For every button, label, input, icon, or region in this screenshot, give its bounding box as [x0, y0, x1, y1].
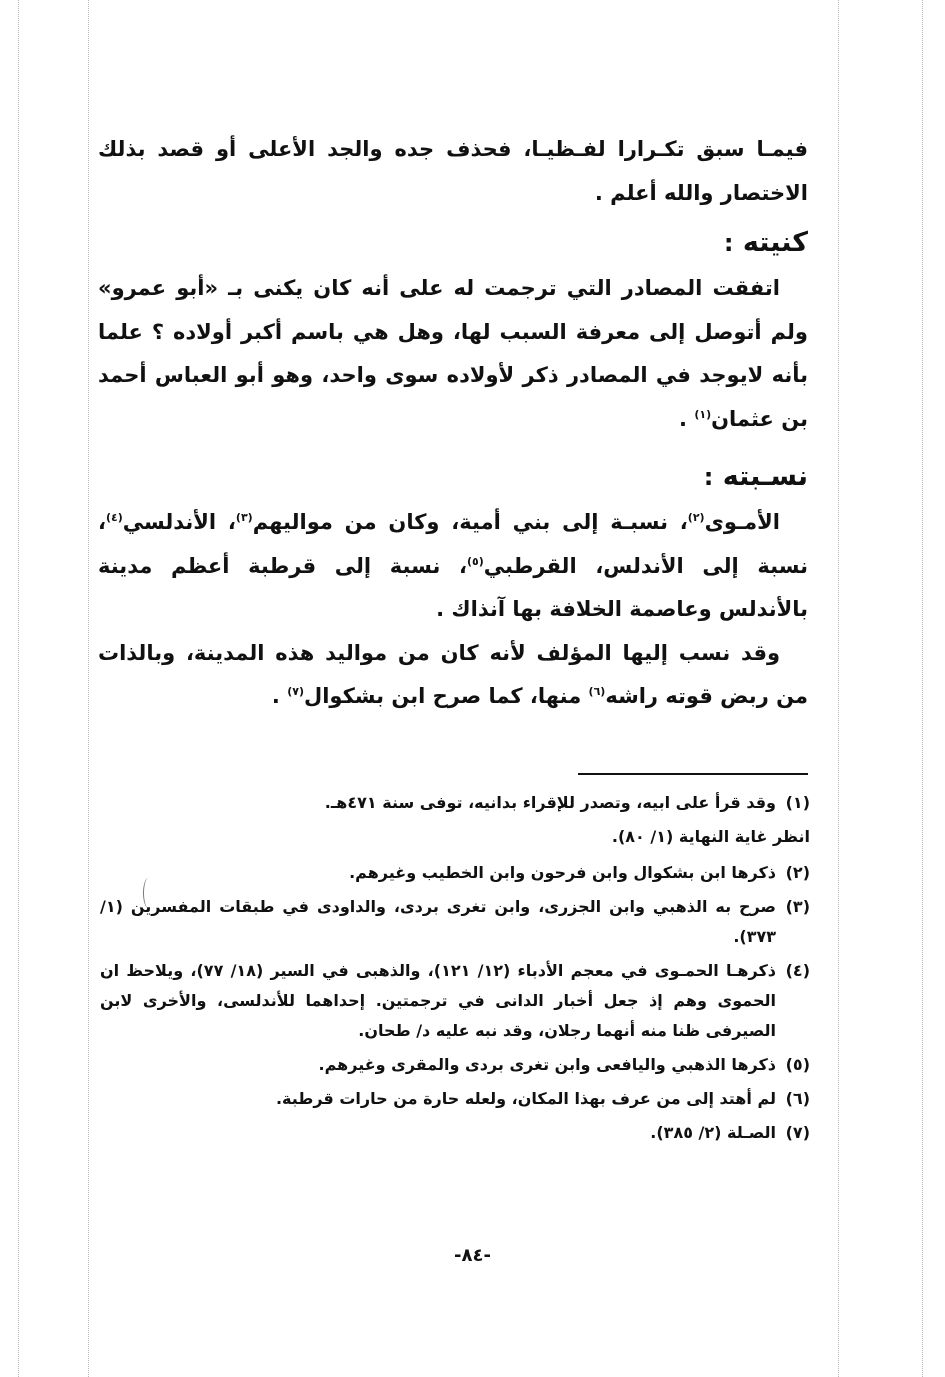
footnote-ref-7: (٧): [287, 685, 304, 698]
footnote-7: [100, 1118, 810, 1148]
nisba-heading-text: نسـبته: [722, 461, 808, 492]
footnote-text: الصـلة (٢/ ٣٨٥).: [650, 1123, 776, 1142]
page-number: -٨٤-: [454, 1245, 491, 1266]
footnotes: [100, 788, 810, 1152]
kunya-paragraph: [98, 267, 808, 441]
footnote-number: (٥): [785, 1055, 810, 1074]
nisba-paragraph-1: [98, 501, 808, 632]
footnote-text: ذكرهـا الحمـوى في معجم الأدباء (١٢/ ١٢١)، والذهبى في السير (١٨/ ٧٧)، ويلاحظ ان الحموى وهم إذ جعل أخبار الدانى في ترجمتين. إحداهما للأندلسى، والأخرى لابن الصيرفى ظنا منه أنهما رجلان، وقد نبه عليه د/ طحان.: [100, 961, 776, 1040]
footnote-ref-6: (٦): [588, 685, 606, 698]
kunya-end: .: [679, 406, 695, 431]
footnote-ref-1: (١): [694, 407, 712, 421]
kunya-heading: [98, 225, 808, 261]
nisba-p2-text-c: .: [271, 684, 288, 708]
footnote-text: وقد قرأ على ابيه، وتصدر للإقراء بدانيه، توفى سنة ٤٧١هـ.: [324, 793, 776, 812]
nisba-paragraph-2: [98, 632, 808, 719]
footnote-1-continuation: انظر غاية النهاية (١/ ٨٠).: [611, 827, 810, 846]
footnote-3: [100, 892, 810, 952]
footnote-ref-5: (٥): [467, 554, 484, 568]
footnote-ref-3: (٣): [235, 511, 253, 524]
footnote-text: لم أهتد إلى من عرف بهذا المكان، ولعله حارة من حارات قرطبة.: [275, 1089, 776, 1108]
scan-edge-right-inner: [838, 0, 839, 1377]
footnote-text: صرح به الذهبي وابن الجزرى، وابن تغرى بردى، والداودى في طبقات المفسرين (١/ ٣٧٣).: [100, 897, 776, 946]
footnote-number: (٧): [785, 1123, 810, 1142]
continued-paragraph: فيمـا سبق تكـرارا لفـظيـا، فحذف جده والجد الأعلى أو قصد بذلك الاختصار والله أعلم .: [98, 137, 808, 205]
nisba-andalusi: ، الأندلسي: [122, 510, 236, 534]
footnote-number: (٤): [785, 961, 810, 980]
nisba-p2-text-b: منها، كما صرح ابن بشكوال: [303, 684, 589, 708]
scan-edge-right: [922, 0, 923, 1377]
footnote-number: (٣): [785, 897, 810, 916]
nisba-heading-colon: :: [703, 463, 714, 491]
kunya-heading-text: كنيته: [742, 227, 808, 258]
footnote-2: [100, 858, 810, 888]
footnote-separator: [578, 773, 808, 775]
nisba-text-b: ، نسبـة إلى بني أمية، وكان من مواليهم: [252, 510, 688, 534]
kunya-text: اتفقت المصادر التي ترجمت له على أنه كان يكنى بـ «أبو عمرو» ولم أتوصل إلى معرفة السبب لها، وهل هي باسم أكبر أولاده ؟ علما بأنه لايوجد في المصادر ذكر لأولاده سوى واحد، وهو أبو العباس أحمد بن عثمان: [98, 276, 808, 431]
nisba-qurtubi: ، نسبة إلى الأندلس، القرطبي: [98, 510, 808, 578]
kunya-heading-colon: :: [723, 229, 734, 257]
footnote-number: (٦): [785, 1089, 810, 1108]
footnote-ref-2: (٢): [687, 511, 705, 524]
footnote-ref-4: (٤): [105, 511, 123, 524]
nisba-heading: [98, 459, 808, 495]
footnote-number: (٢): [785, 863, 810, 882]
nisba-p2-text-a: وقد نسب إليها المؤلف لأنه كان من مواليد هذه المدينة، وبالذات من ربض قوته راشه: [98, 640, 808, 708]
scan-edge-left-inner: [88, 0, 89, 1377]
nisba-text-e: ، نسبة إلى قرطبة أعظم مدينة بالأندلس وعاصمة الخلافة بها آنذاك .: [98, 553, 808, 621]
footnote-text: ذكرها ابن بشكوال وابن فرحون وابن الخطيب وغيرهم.: [349, 863, 776, 882]
footnote-6: [100, 1084, 810, 1114]
nisba-umawi: الأمـوى: [704, 510, 781, 534]
footnote-number: (١): [785, 793, 810, 812]
footnote-5: [100, 1050, 810, 1080]
scan-edge-left: [18, 0, 19, 1377]
footnote-text: ذكرها الذهبي واليافعى وابن تغرى بردى والمقرى وغيرهم.: [318, 1055, 776, 1074]
footnote-1: [100, 788, 810, 818]
page-body: [98, 128, 808, 719]
footnote-4: [100, 956, 810, 1046]
